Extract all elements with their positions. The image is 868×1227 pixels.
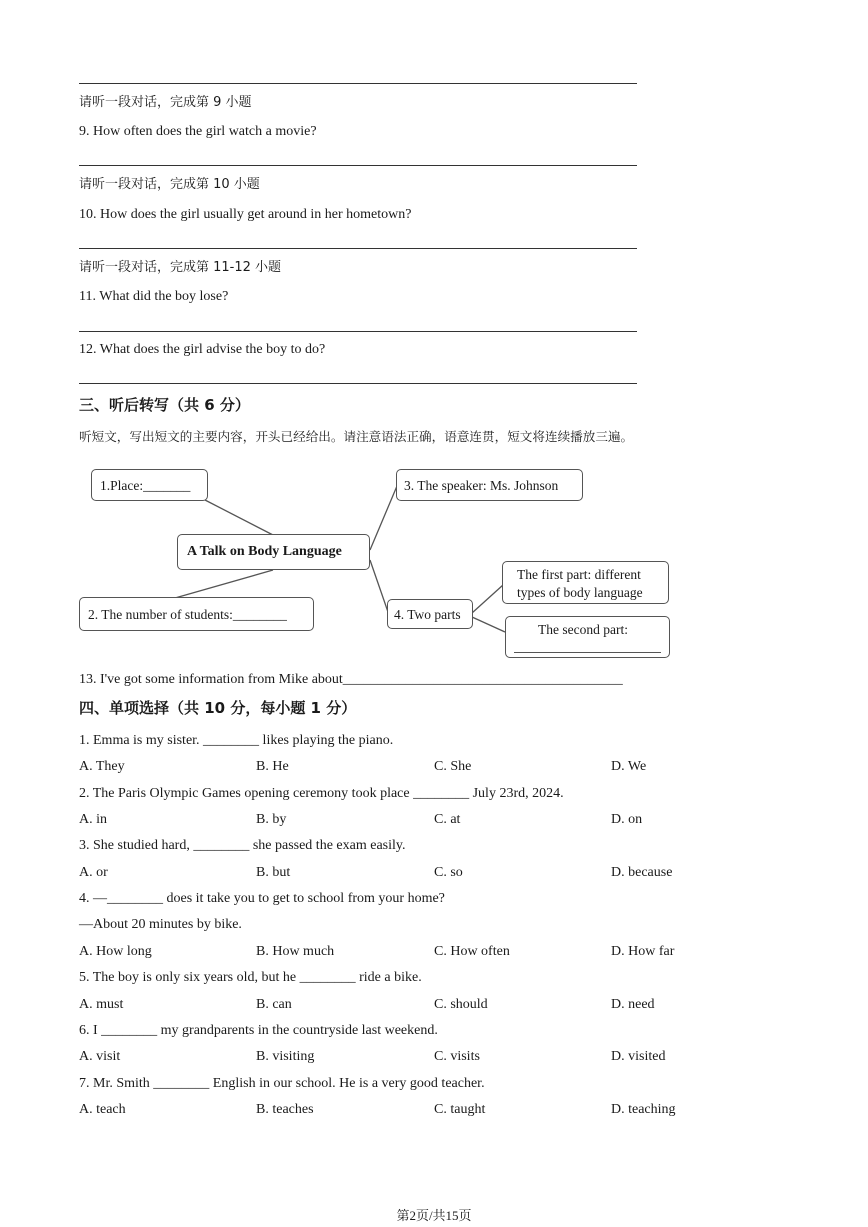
question-stem: 6. I ________ my grandparents in the countryside last weekend. [79, 1023, 438, 1038]
question-stem: 2. The Paris Olympic Games opening ceremony took place ________ July 23rd, 2024. [79, 786, 564, 801]
option-a: A. in [79, 812, 107, 827]
option-d: D. because [611, 865, 673, 880]
speaker-label: 3. The speaker: Ms. Johnson [404, 478, 559, 493]
section3-title: 三、听后转写（共 6 分） [79, 396, 250, 414]
option-d: D. How far [611, 944, 675, 959]
option-c: C. should [434, 997, 488, 1012]
option-b: B. How much [256, 944, 335, 959]
option-a: A. teach [79, 1102, 126, 1117]
option-c: C. How often [434, 944, 510, 959]
option-a: A. They [79, 759, 125, 774]
question-9: 9. How often does the girl watch a movie? [79, 124, 317, 139]
place-box [91, 469, 208, 501]
question-12: 12. What does the girl advise the boy to do? [79, 342, 326, 357]
option-d: D. on [611, 812, 643, 827]
question-stem: 1. Emma is my sister. ________ likes playing the piano. [79, 733, 394, 748]
option-d: D. visited [611, 1049, 666, 1064]
question-stem: 7. Mr. Smith ________ English in our school. He is a very good teacher. [79, 1076, 485, 1091]
two-parts-label: 4. Two parts [394, 607, 461, 622]
option-c: C. taught [434, 1102, 486, 1117]
section3-instruction: 听短文，写出短文的主要内容，开头已经给出。请注意语法正确，语意连贯，短文将连续播放三遍。 [79, 429, 634, 444]
question-stem: 3. She studied hard, ________ she passed the exam easily. [79, 838, 406, 853]
prompt-q9: 请听一段对话，完成第 9 小题 [79, 95, 252, 110]
first-part-line1: The first part: different [517, 567, 641, 582]
students-box [79, 597, 314, 631]
option-b: B. He [256, 759, 289, 774]
prompt-q10: 请听一段对话，完成第 10 小题 [79, 177, 260, 192]
option-b: B. by [256, 812, 287, 827]
option-c: C. at [434, 812, 461, 827]
page-number: 第2页/共15页 [396, 1208, 472, 1223]
option-a: A. How long [79, 944, 152, 959]
second-part-label: The second part: [538, 622, 628, 637]
option-b: B. but [256, 865, 291, 880]
first-part-line2: types of body language [517, 585, 643, 600]
speaker-box [396, 469, 583, 501]
option-d: D. teaching [611, 1102, 676, 1117]
option-c: C. She [434, 759, 472, 774]
option-b: B. teaches [256, 1102, 314, 1117]
question-10: 10. How does the girl usually get around in her hometown? [79, 207, 412, 222]
center-topic-box [177, 534, 370, 570]
option-a: A. must [79, 997, 124, 1012]
option-a: A. or [79, 865, 108, 880]
first-part-box [502, 561, 669, 604]
option-a: A. visit [79, 1049, 121, 1064]
option-c: C. visits [434, 1049, 480, 1064]
option-d: D. need [611, 997, 655, 1012]
center-topic-label: A Talk on Body Language [187, 544, 342, 559]
question-stem-reply: —About 20 minutes by bike. [79, 917, 242, 932]
question-stem: 4. —________ does it take you to get to school from your home? [79, 891, 445, 906]
question-11: 11. What did the boy lose? [79, 289, 229, 304]
option-c: C. so [434, 865, 463, 880]
prompt-q11-12: 请听一段对话，完成第 11-12 小题 [79, 260, 282, 275]
place-label: 1.Place:_______ [100, 478, 191, 493]
second-part-answer-line [514, 652, 661, 653]
students-label: 2. The number of students:________ [88, 607, 287, 622]
option-b: B. can [256, 997, 292, 1012]
two-parts-box [387, 599, 473, 629]
option-d: D. We [611, 759, 647, 774]
question-13: 13. I've got some information from Mike about________________________________________ [79, 672, 623, 687]
question-stem: 5. The boy is only six years old, but he ________ ride a bike. [79, 970, 422, 985]
second-part-box [505, 616, 670, 658]
section4-title: 四、单项选择（共 10 分，每小题 1 分） [79, 699, 357, 717]
option-b: B. visiting [256, 1049, 315, 1064]
